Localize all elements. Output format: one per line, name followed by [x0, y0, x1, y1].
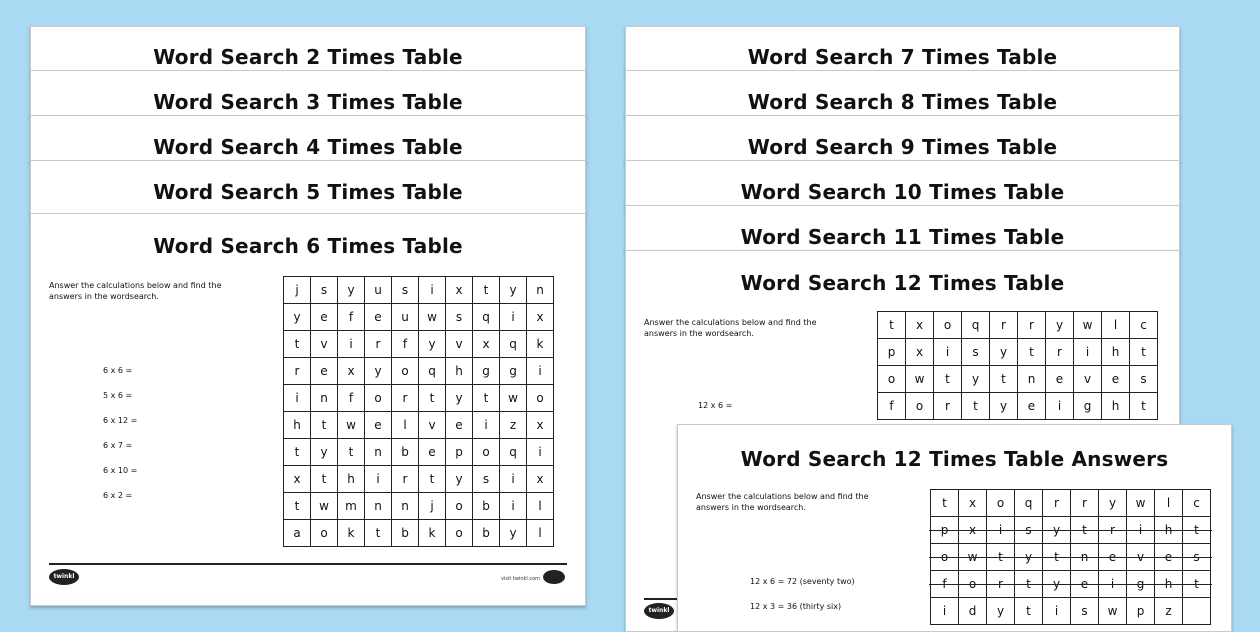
grid-cell: i — [1074, 339, 1102, 366]
grid-cell: t — [1015, 571, 1043, 598]
grid-cell: n — [1071, 544, 1099, 571]
grid-cell: i — [1127, 517, 1155, 544]
grid-cell: y — [500, 520, 527, 547]
grid-cell: e — [365, 412, 392, 439]
question: 6 x 6 = — [103, 366, 133, 375]
grid-cell: b — [473, 520, 500, 547]
grid-cell: i — [500, 466, 527, 493]
grid-cell: i — [527, 358, 554, 385]
grid-cell: w — [1127, 490, 1155, 517]
grid-cell: u — [392, 304, 419, 331]
grid-cell: q — [500, 331, 527, 358]
grid-cell: b — [392, 520, 419, 547]
grid-cell — [1183, 598, 1211, 625]
grid-cell: e — [311, 358, 338, 385]
grid-cell: g — [500, 358, 527, 385]
grid-cell: k — [338, 520, 365, 547]
grid-cell: r — [1043, 490, 1071, 517]
grid-row — [284, 304, 554, 331]
grid-cell: s — [1183, 544, 1211, 571]
grid-cell: y — [500, 277, 527, 304]
grid-cell: i — [527, 439, 554, 466]
grid-cell: i — [1046, 393, 1074, 420]
grid-row — [878, 312, 1158, 339]
twinkl-logo: twinkl — [644, 603, 674, 619]
grid-cell: t — [365, 520, 392, 547]
grid-cell: i — [419, 277, 446, 304]
grid-cell: q — [473, 304, 500, 331]
grid-cell: f — [878, 393, 906, 420]
grid-cell: i — [365, 466, 392, 493]
sheet-title: Word Search 2 Times Table — [153, 45, 463, 69]
grid-cell: t — [987, 544, 1015, 571]
grid-cell: x — [959, 517, 987, 544]
grid-cell: y — [446, 385, 473, 412]
grid-cell: t — [1183, 571, 1211, 598]
grid-cell: t — [1130, 393, 1158, 420]
grid-cell: o — [446, 493, 473, 520]
question: 5 x 6 = — [103, 391, 133, 400]
grid-cell: j — [284, 277, 311, 304]
grid-cell: t — [473, 385, 500, 412]
grid-cell: o — [365, 385, 392, 412]
grid-cell: j — [419, 493, 446, 520]
grid-cell: t — [1183, 517, 1211, 544]
grid-cell: l — [1102, 312, 1130, 339]
grid-cell: r — [392, 466, 419, 493]
grid-cell: c — [1130, 312, 1158, 339]
grid-cell: t — [473, 277, 500, 304]
grid-cell: x — [959, 490, 987, 517]
question-list — [103, 366, 137, 516]
grid-cell: t — [284, 493, 311, 520]
grid-cell: t — [1071, 517, 1099, 544]
question: 6 x 10 = — [103, 466, 138, 475]
grid-cell: t — [934, 366, 962, 393]
grid-cell: y — [446, 466, 473, 493]
grid-cell: w — [906, 366, 934, 393]
grid-cell: r — [1018, 312, 1046, 339]
sheet-title: Word Search 4 Times Table — [153, 135, 463, 159]
worksheet-10-times — [625, 160, 1180, 207]
grid-cell: e — [311, 304, 338, 331]
grid-cell: t — [419, 466, 446, 493]
grid-cell: t — [311, 412, 338, 439]
grid-cell: r — [392, 385, 419, 412]
grid-cell: t — [1043, 544, 1071, 571]
grid-cell: w — [959, 544, 987, 571]
grid-cell: s — [446, 304, 473, 331]
grid-cell: r — [1071, 490, 1099, 517]
grid-cell: w — [311, 493, 338, 520]
grid-cell: x — [284, 466, 311, 493]
grid-cell: t — [1130, 339, 1158, 366]
grid-cell: v — [1074, 366, 1102, 393]
grid-cell: n — [365, 493, 392, 520]
grid-cell: h — [1102, 339, 1130, 366]
grid-cell: r — [284, 358, 311, 385]
grid-cell: n — [365, 439, 392, 466]
grid-row — [931, 571, 1211, 598]
grid-cell: r — [934, 393, 962, 420]
grid-row — [284, 385, 554, 412]
instructions: Answer the calculations below and find the answers in the wordsearch. — [49, 281, 222, 301]
grid-cell: q — [419, 358, 446, 385]
grid-cell: h — [338, 466, 365, 493]
grid-row — [284, 520, 554, 547]
grid-cell: u — [365, 277, 392, 304]
word-grid-answers — [930, 489, 1211, 625]
grid-cell: t — [990, 366, 1018, 393]
question: 12 x 6 = — [698, 401, 733, 410]
grid-cell: y — [419, 331, 446, 358]
grid-row — [284, 331, 554, 358]
grid-cell: o — [473, 439, 500, 466]
grid-cell: l — [392, 412, 419, 439]
grid-cell: f — [931, 571, 959, 598]
grid-cell: m — [338, 493, 365, 520]
grid-cell: h — [1102, 393, 1130, 420]
grid-cell: e — [446, 412, 473, 439]
grid-row — [284, 277, 554, 304]
grid-row — [931, 544, 1211, 571]
sheet-title: Word Search 3 Times Table — [153, 90, 463, 114]
grid-cell: x — [473, 331, 500, 358]
grid-cell: y — [990, 339, 1018, 366]
grid-cell: p — [931, 517, 959, 544]
grid-cell: x — [338, 358, 365, 385]
grid-cell: t — [284, 331, 311, 358]
grid-cell: o — [906, 393, 934, 420]
grid-cell: q — [1015, 490, 1043, 517]
grid-cell: v — [311, 331, 338, 358]
grid-cell: r — [1046, 339, 1074, 366]
grid-cell: s — [1130, 366, 1158, 393]
footer-url: visit twinkl.com — [501, 576, 541, 582]
grid-cell: y — [1046, 312, 1074, 339]
grid-cell: b — [473, 493, 500, 520]
grid-cell: w — [500, 385, 527, 412]
grid-cell: y — [1043, 517, 1071, 544]
grid-cell: y — [962, 366, 990, 393]
grid-cell: y — [338, 277, 365, 304]
grid-cell: o — [987, 490, 1015, 517]
grid-cell: x — [446, 277, 473, 304]
answer-line: 12 x 3 = 36 (thirty six) — [750, 602, 842, 611]
grid-cell: b — [392, 439, 419, 466]
grid-cell: n — [392, 493, 419, 520]
grid-cell: v — [419, 412, 446, 439]
grid-cell: q — [962, 312, 990, 339]
grid-row — [878, 339, 1158, 366]
grid-cell: g — [473, 358, 500, 385]
grid-cell: h — [446, 358, 473, 385]
sheet-title: Word Search 6 Times Table — [153, 234, 463, 258]
question: 6 x 7 = — [103, 441, 133, 450]
worksheet-11-times — [625, 205, 1180, 252]
grid-row — [284, 412, 554, 439]
grid-cell: o — [392, 358, 419, 385]
grid-cell: o — [959, 571, 987, 598]
grid-cell: i — [1099, 571, 1127, 598]
grid-cell: q — [500, 439, 527, 466]
grid-row — [931, 598, 1211, 625]
grid-cell: n — [1018, 366, 1046, 393]
question: 6 x 12 = — [103, 416, 138, 425]
grid-cell: t — [284, 439, 311, 466]
grid-cell: x — [906, 312, 934, 339]
twinkl-logo: twinkl — [49, 569, 79, 585]
grid-cell: c — [1183, 490, 1211, 517]
grid-cell: i — [338, 331, 365, 358]
worksheet-8-times — [625, 70, 1180, 117]
grid-cell: w — [419, 304, 446, 331]
grid-cell: r — [987, 571, 1015, 598]
twinkl-badge-icon — [543, 570, 565, 584]
grid-cell: e — [365, 304, 392, 331]
grid-cell: t — [338, 439, 365, 466]
grid-cell: t — [311, 466, 338, 493]
grid-cell: w — [1099, 598, 1127, 625]
grid-cell: r — [990, 312, 1018, 339]
grid-cell: e — [419, 439, 446, 466]
sheet-title: Word Search 5 Times Table — [153, 180, 463, 204]
grid-cell: n — [527, 277, 554, 304]
grid-row — [284, 466, 554, 493]
sheet-title: Word Search 10 Times Table — [740, 180, 1065, 204]
grid-cell: f — [392, 331, 419, 358]
grid-cell: y — [1015, 544, 1043, 571]
sheet-title: Word Search 9 Times Table — [747, 135, 1058, 159]
footer-divider — [49, 563, 567, 565]
instructions: Answer the calculations below and find the answers in the wordsearch. — [644, 318, 817, 338]
worksheet-12-times-answers — [677, 424, 1232, 632]
grid-cell: w — [338, 412, 365, 439]
grid-cell: f — [338, 385, 365, 412]
grid-cell: p — [878, 339, 906, 366]
worksheet-4-times — [30, 115, 586, 162]
grid-cell: t — [1018, 339, 1046, 366]
grid-cell: p — [446, 439, 473, 466]
grid-cell: y — [990, 393, 1018, 420]
grid-row — [878, 366, 1158, 393]
sheet-title: Word Search 12 Times Table — [740, 271, 1065, 295]
grid-cell: i — [934, 339, 962, 366]
question: 6 x 2 = — [103, 491, 133, 500]
grid-cell: e — [1018, 393, 1046, 420]
grid-cell: e — [1071, 571, 1099, 598]
grid-cell: r — [1099, 517, 1127, 544]
grid-cell: y — [1043, 571, 1071, 598]
grid-cell: z — [500, 412, 527, 439]
grid-cell: t — [931, 490, 959, 517]
grid-cell: o — [311, 520, 338, 547]
worksheet-3-times — [30, 70, 586, 117]
grid-cell: k — [419, 520, 446, 547]
grid-cell: t — [962, 393, 990, 420]
grid-row — [284, 439, 554, 466]
grid-cell: y — [987, 598, 1015, 625]
grid-cell: x — [527, 412, 554, 439]
grid-cell: v — [1127, 544, 1155, 571]
grid-cell: p — [1127, 598, 1155, 625]
grid-cell: e — [1099, 544, 1127, 571]
grid-cell: i — [1043, 598, 1071, 625]
grid-row — [878, 393, 1158, 420]
grid-cell: o — [934, 312, 962, 339]
grid-cell: o — [446, 520, 473, 547]
word-grid — [283, 276, 554, 547]
grid-cell: r — [365, 331, 392, 358]
grid-cell: s — [473, 466, 500, 493]
grid-row — [931, 517, 1211, 544]
grid-cell: x — [527, 304, 554, 331]
grid-cell: n — [311, 385, 338, 412]
grid-cell: o — [878, 366, 906, 393]
grid-cell: h — [1155, 571, 1183, 598]
grid-cell: g — [1127, 571, 1155, 598]
grid-cell: o — [527, 385, 554, 412]
grid-cell: i — [931, 598, 959, 625]
grid-cell: g — [1074, 393, 1102, 420]
worksheet-2-times — [30, 26, 586, 72]
sheet-title: Word Search 12 Times Table Answers — [740, 447, 1169, 471]
grid-cell: i — [500, 493, 527, 520]
grid-cell: v — [446, 331, 473, 358]
grid-cell: t — [1015, 598, 1043, 625]
grid-cell: i — [284, 385, 311, 412]
grid-cell: y — [311, 439, 338, 466]
grid-cell: i — [987, 517, 1015, 544]
grid-cell: x — [906, 339, 934, 366]
grid-cell: y — [365, 358, 392, 385]
grid-cell: e — [1102, 366, 1130, 393]
grid-cell: x — [527, 466, 554, 493]
instructions: Answer the calculations below and find the answers in the wordsearch. — [696, 492, 869, 512]
sheet-title: Word Search 8 Times Table — [747, 90, 1058, 114]
grid-cell: y — [1099, 490, 1127, 517]
grid-cell: e — [1046, 366, 1074, 393]
grid-cell: z — [1155, 598, 1183, 625]
grid-cell: h — [284, 412, 311, 439]
grid-cell: s — [392, 277, 419, 304]
grid-cell: l — [527, 520, 554, 547]
worksheet-9-times — [625, 115, 1180, 162]
grid-row — [284, 493, 554, 520]
grid-cell: i — [500, 304, 527, 331]
grid-cell: t — [878, 312, 906, 339]
sheet-title: Word Search 11 Times Table — [740, 225, 1065, 249]
grid-cell: o — [931, 544, 959, 571]
sheet-title: Word Search 7 Times Table — [747, 45, 1058, 69]
worksheet-6-times — [30, 213, 586, 606]
question-list — [698, 401, 732, 426]
grid-cell: y — [284, 304, 311, 331]
grid-cell: h — [1155, 517, 1183, 544]
grid-cell: s — [1015, 517, 1043, 544]
worksheet-5-times — [30, 160, 586, 215]
grid-cell: t — [419, 385, 446, 412]
grid-row — [931, 490, 1211, 517]
grid-cell: a — [284, 520, 311, 547]
grid-cell: d — [959, 598, 987, 625]
grid-cell: l — [527, 493, 554, 520]
grid-cell: w — [1074, 312, 1102, 339]
grid-cell: s — [962, 339, 990, 366]
grid-cell: s — [311, 277, 338, 304]
grid-cell: e — [1155, 544, 1183, 571]
word-grid — [877, 311, 1158, 420]
grid-cell: k — [527, 331, 554, 358]
grid-row — [284, 358, 554, 385]
answer-line: 12 x 6 = 72 (seventy two) — [750, 577, 855, 586]
worksheet-7-times — [625, 26, 1180, 72]
grid-cell: l — [1155, 490, 1183, 517]
grid-cell: i — [473, 412, 500, 439]
grid-cell: f — [338, 304, 365, 331]
grid-cell: s — [1071, 598, 1099, 625]
